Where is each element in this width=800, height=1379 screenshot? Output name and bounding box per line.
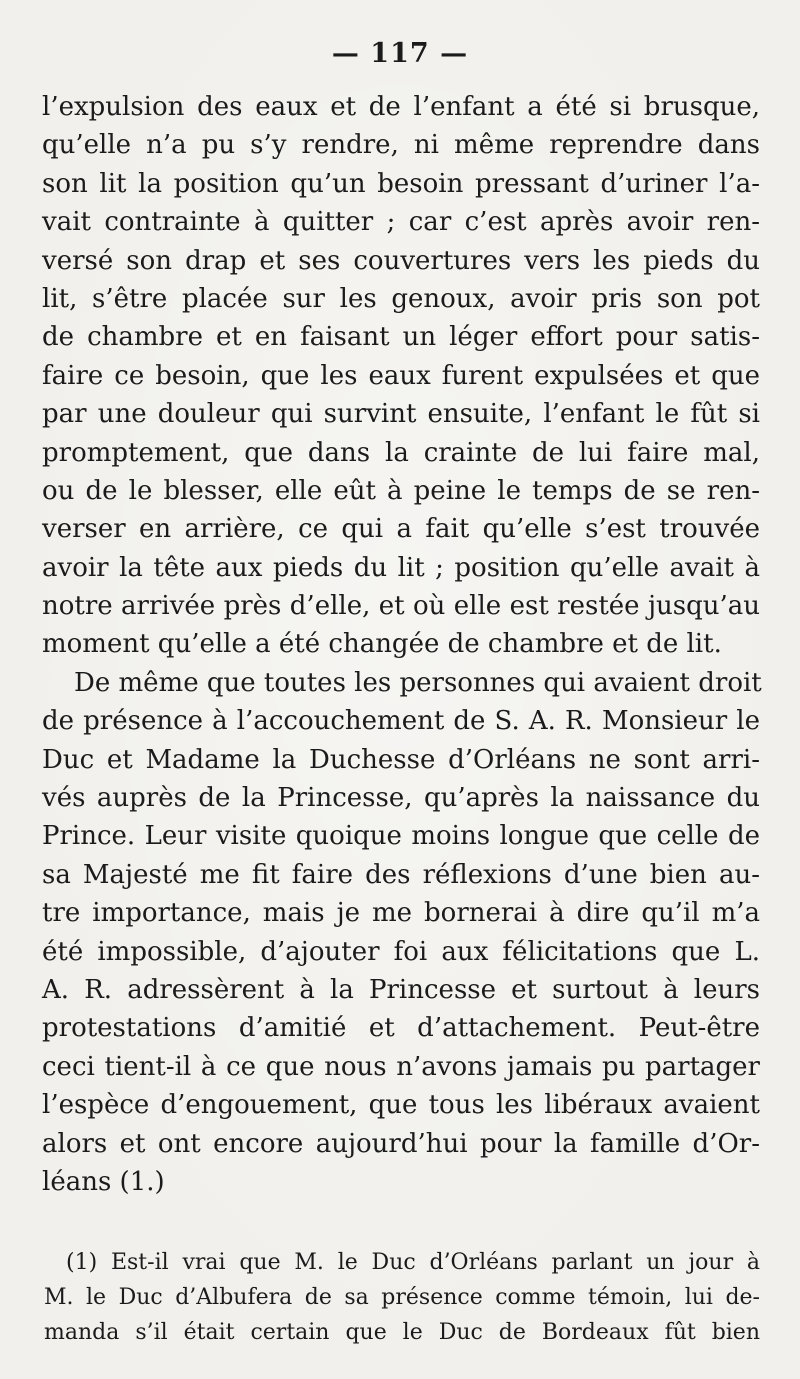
- text-line: qu’elle n’a pu s’y rendre, ni même reprendre dans: [42, 130, 760, 161]
- text-line: faire ce besoin, que les eaux furent expulsées et que: [42, 360, 760, 391]
- text-line: son lit la position qu’un besoin pressant d’uriner l’a-: [42, 168, 760, 199]
- text-line: promptement, que dans la crainte de lui faire mal,: [42, 437, 760, 468]
- footnote-line: manda s’il était certain que le Duc de Bordeaux fût bien: [44, 1320, 760, 1345]
- footnote-line: (1) Est-il vrai que M. le Duc d’Orléans parlant un jour à: [66, 1250, 760, 1275]
- footnote: [44, 1245, 760, 1350]
- text-line: protestations d’amitié et d’attachement. Peut-être: [42, 1013, 760, 1044]
- text-line: alors et ont encore aujourd’hui pour la famille d’Or-: [42, 1128, 760, 1159]
- text-line: A. R. adressèrent à la Princesse et surtout à leurs: [42, 974, 760, 1005]
- text-line: moment qu’elle a été changée de chambre et de lit.: [42, 629, 722, 660]
- text-line: l’espèce d’engouement, que tous les libéraux avaient: [42, 1090, 760, 1121]
- text-line: ou de le blesser, elle eût à peine le temps de se ren-: [42, 475, 760, 506]
- text-line: été impossible, d’ajouter foi aux félicitations que L.: [42, 936, 760, 967]
- text-line: vés auprès de la Princesse, qu’après la naissance du: [42, 783, 760, 814]
- text-line: versé son drap et ses couvertures vers les pieds du: [42, 245, 760, 276]
- text-line: De même que toutes les personnes qui avaient droit: [74, 667, 762, 698]
- text-line: par une douleur qui survint ensuite, l’enfant le fût si: [42, 399, 760, 430]
- text-line: l’expulsion des eaux et de l’enfant a été si brusque,: [42, 92, 760, 122]
- text-line: de chambre et en faisant un léger effort pour satis-: [42, 322, 760, 353]
- text-line: lit, s’être placée sur les genoux, avoir pris son pot: [42, 283, 760, 314]
- text-line: vait contrainte à quitter ; car c’est après avoir ren-: [42, 207, 760, 238]
- text-line: Prince. Leur visite quoique moins longue que celle de: [42, 821, 760, 852]
- text-line: tre importance, mais je me bornerai à dire qu’il m’a: [42, 898, 760, 929]
- footnote-line: M. le Duc d’Albufera de sa présence comme témoin, lui de-: [44, 1285, 760, 1310]
- body-text: [42, 88, 760, 1201]
- paragraph-1: [42, 88, 760, 664]
- text-line: notre arrivée près d’elle, et où elle est restée jusqu’au: [42, 591, 760, 622]
- text-line: Duc et Madame la Duchesse d’Orléans ne sont arri-: [42, 744, 760, 775]
- text-line: sa Majesté me fit faire des réflexions d’une bien au-: [42, 859, 760, 890]
- text-line: verser en arrière, ce qui a fait qu’elle s’est trouvée: [42, 514, 760, 545]
- paragraph-2: [42, 664, 760, 1201]
- text-line: avoir la tête aux pieds du lit ; position qu’elle avait à: [42, 552, 760, 583]
- text-line: léans (1.): [42, 1166, 165, 1197]
- page-number: — 117 —: [331, 38, 469, 69]
- text-line: ceci tient-il à ce que nous n’avons jamais pu partager: [42, 1051, 760, 1082]
- text-line: de présence à l’accouchement de S. A. R. Monsieur le: [42, 706, 760, 737]
